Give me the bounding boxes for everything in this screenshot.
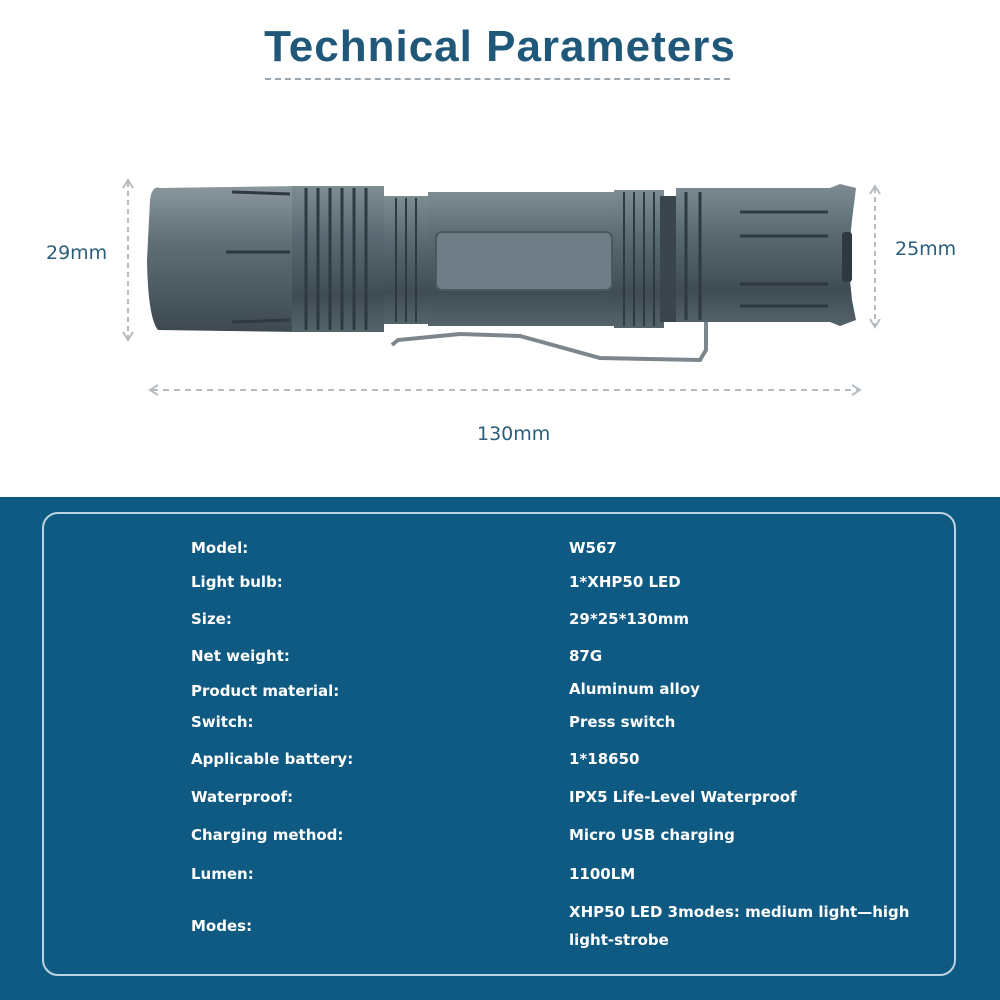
spec-value: IPX5 Life-Level Waterproof [569, 788, 797, 806]
spec-value: W567 [569, 539, 617, 557]
flashlight-head [147, 186, 300, 332]
spec-label: Lumen: [191, 865, 254, 883]
spec-value: Aluminum alloy [569, 680, 700, 698]
height-arrow-right [870, 186, 880, 327]
spec-table [42, 512, 956, 976]
spec-value: 1*18650 [569, 750, 640, 768]
spec-label: Charging method: [191, 826, 344, 844]
title-underline [265, 78, 730, 80]
flashlight-image [0, 150, 1000, 470]
product-illustration [0, 150, 1000, 470]
spec-value: Micro USB charging [569, 826, 735, 844]
spec-label: Waterproof: [191, 788, 294, 806]
height-tail-label: 25mm [895, 238, 957, 260]
spec-label: Light bulb: [191, 573, 283, 591]
spec-value: 87G [569, 647, 603, 665]
length-label: 130mm [477, 423, 551, 445]
height-head-label: 29mm [46, 242, 108, 264]
spec-label: Switch: [191, 713, 254, 731]
spec-section [0, 497, 1000, 1000]
spec-label: Applicable battery: [191, 750, 354, 768]
length-arrow [150, 385, 860, 395]
spec-label: Modes: [191, 917, 253, 935]
spec-value: 29*25*130mm [569, 610, 690, 628]
height-arrow-left [123, 180, 133, 340]
spec-label: Product material: [191, 682, 340, 700]
spec-value: Press switch [569, 713, 676, 731]
spec-value: 1*XHP50 LED [569, 573, 681, 591]
spec-label: Model: [191, 539, 249, 557]
page-title: Technical Parameters [264, 22, 736, 71]
spec-value: XHP50 LED 3modes: medium light—high light-strobe [569, 903, 910, 949]
spec-label: Net weight: [191, 647, 290, 665]
spec-value: 1100LM [569, 865, 636, 883]
spec-label: Size: [191, 610, 232, 628]
